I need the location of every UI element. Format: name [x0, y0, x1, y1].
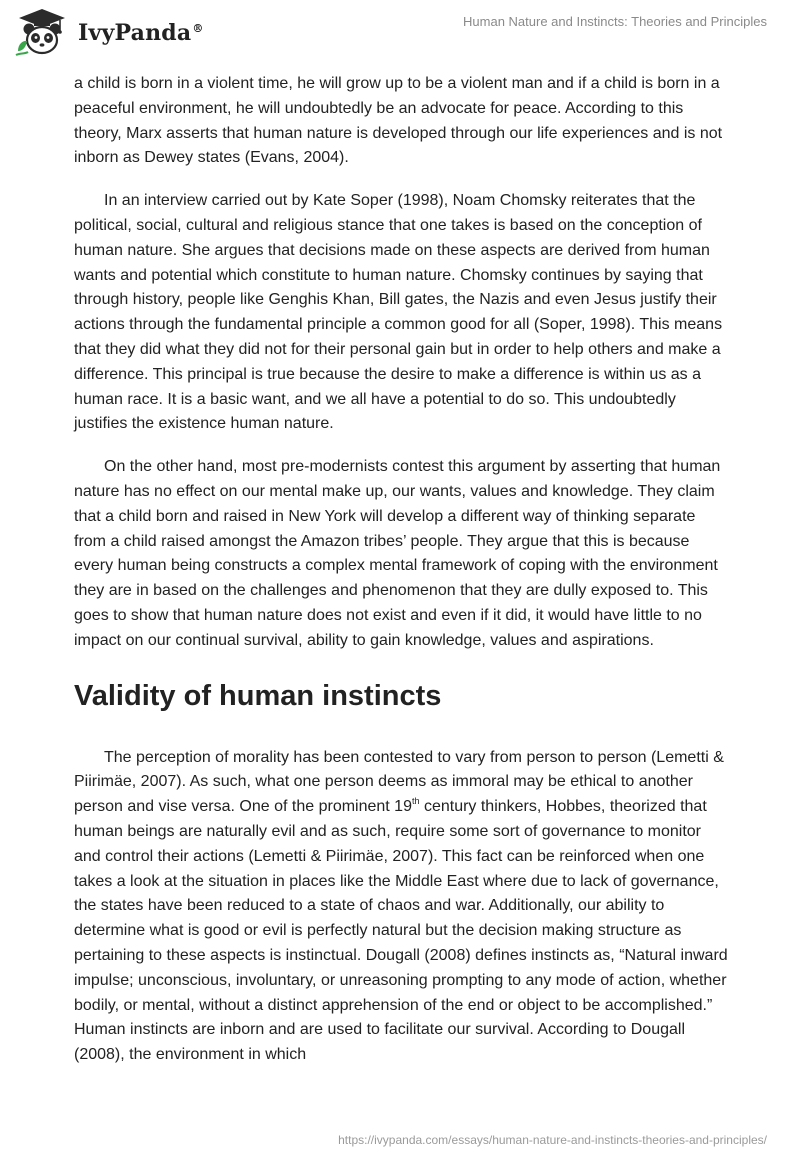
ordinal-superscript: th	[411, 796, 420, 807]
brand-name	[78, 20, 204, 46]
essay-body	[74, 72, 730, 1086]
paragraph-1: a child is born in a violent time, he will grow up to be a violent man and if a child is born in a peaceful environment, he will undoubtedly be an advocate for peace. According to this theory, Marx asserts that human nature is developed through our life experiences and is not inborn as Dewey states (Evans, 2004).	[74, 75, 723, 167]
paragraph-2: In an interview carried out by Kate Soper (1998), Noam Chomsky reiterates that the political, social, cultural and religious stance that one takes is based on the conception of human nature. She argues that decisions made on these aspects are derived from human wants and potential which constitute to human nature. Chomsky continues by saying that through history, people like Genghis Khan, Bill gates, the Nazis and even Jesus justify their actions through the fundamental principle a common good for all (Soper, 1998). This means that they did what they did not for their personal gain but in order to help others and make a difference. This principal is true because the desire to make a difference is within us as a human race. It is a basic want, and we all have a potential to do so. This undoubtedly justifies the existence human nature.	[74, 192, 723, 433]
page-header	[0, 0, 800, 66]
paragraph-4-part-b: century thinkers, Hobbes, theorized that human beings are naturally evil and as such, require some sort of governance to monitor and control their actions (Lemetti & Piirimäe, 2007). This fact can be reinforced when one takes a look at the situation in places like the Middle East where due to lack of governance, the states have been reduced to a state of chaos and war. Additionally, our ability to determine what is good or evil is perfectly natural but the decision making structure as pertaining to these aspects is instinctual. Dougall (2008) defines instincts as, “Natural inward impulse; unconscious, involuntary, or unreasoning prompting to any mode of action, whether bodily, or mental, without a distinct apprehension of the end or object to be accomplished.” Human instincts are inborn and are used to facilitate our survival. According to Dougall (2008), the environment in which	[74, 798, 728, 1064]
panda-mascot-icon	[13, 7, 71, 57]
paragraph-4	[74, 746, 730, 1068]
paragraph-4-part-a: The perception of morality has been contested to vary from person to person (Lemetti & Piirimäe, 2007). As such, what one person deems as immoral may be ethical to another person and vise versa. One of the prominent 19	[74, 748, 724, 816]
registered-mark: ®	[192, 21, 204, 35]
source-url[interactable]: https://ivypanda.com/essays/human-nature-and-instincts-theories-and-principles/	[338, 1133, 767, 1147]
paragraph-3: On the other hand, most pre-modernists contest this argument by asserting that human nature has no effect on our mental make up, our wants, values and knowledge. They claim that a child born and raised in New York will develop a different way of thinking separate from a child raised amongst the Amazon tribes’ people. They argue that this is because every human being constructs a complex mental framework of coping with the environment they are in based on the challenges and phenomenon that they are dully exposed to. This goes to show that human nature does not exist and even if it did, it would have little to no impact on our continual survival, ability to gain knowledge, values and aspirations.	[74, 458, 721, 649]
document-title: Human Nature and Instincts: Theories and Principles	[463, 14, 767, 29]
section-heading: Validity of human instincts	[74, 679, 442, 712]
ivypanda-logo[interactable]	[13, 7, 204, 57]
brand-text: IvyPanda	[78, 20, 192, 46]
